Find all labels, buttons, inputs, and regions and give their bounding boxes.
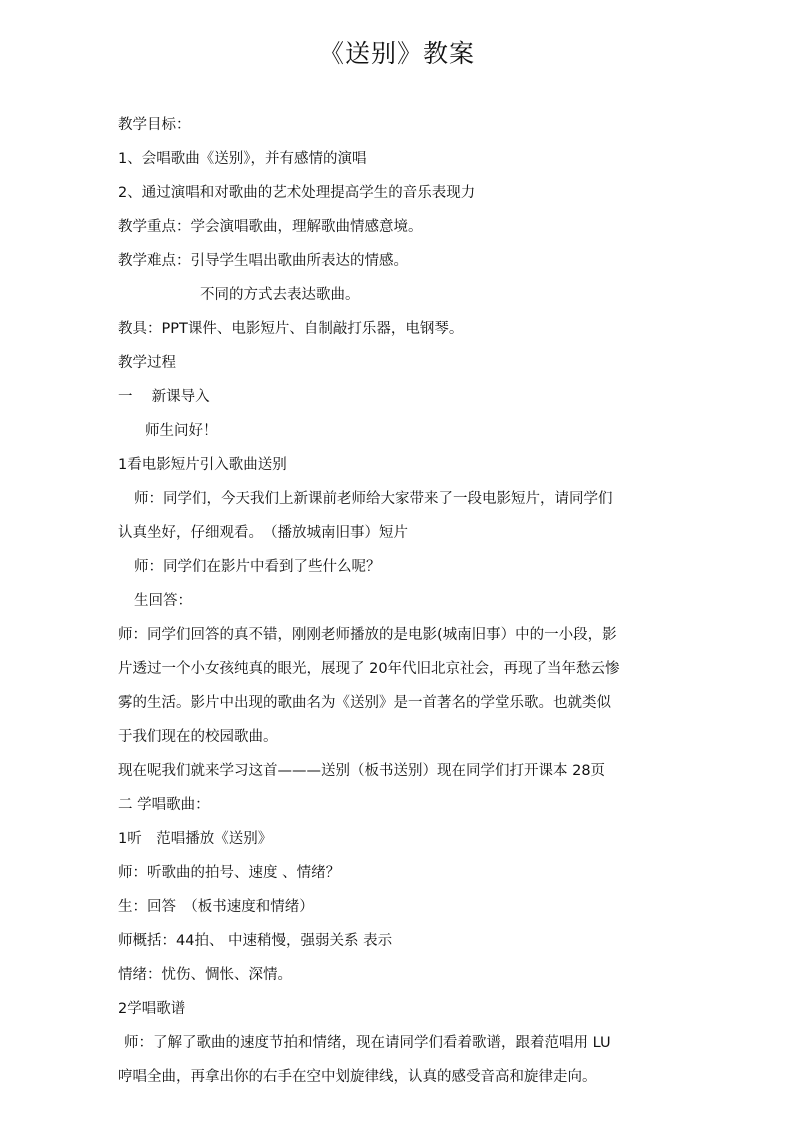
paragraph-line: 师：同学们在影片中看到了些什么呢？ — [134, 559, 381, 575]
heading-process: 教学过程 — [118, 355, 176, 371]
paragraph-line: 师：同学们，今天我们上新课前老师给大家带来了一段电影短片，请同学们 — [134, 491, 613, 507]
paragraph-line: 现在呢我们就来学习这首———送别（板书送别）现在同学们打开课本 28页 — [118, 763, 606, 779]
greeting: 师生问好！ — [145, 423, 218, 439]
heading-objectives: 教学目标： — [118, 117, 191, 133]
paragraph-line: 生回答： — [134, 593, 192, 609]
paragraph-line: 师：听歌曲的拍号、速度 、情绪？ — [118, 865, 341, 881]
teaching-aids: 教具：PPT课件、电影短片、自制敲打乐器，电钢琴。 — [118, 321, 464, 337]
paragraph-line: 情绪：忧伤、惆怅、深情。 — [118, 967, 292, 983]
step-listen: 1听 范唱播放《送别》 — [118, 831, 273, 847]
step-1-heading: 1看电影短片引入歌曲送别 — [118, 457, 287, 473]
objective-2: 2、通过演唱和对歌曲的艺术处理提高学生的音乐表现力 — [118, 185, 476, 201]
objective-1: 1、会唱歌曲《送别》，并有感情的演唱 — [118, 151, 367, 167]
paragraph-line: 片透过一个小女孩纯真的眼光，展现了 20年代旧北京社会，再现了当年愁云惨 — [118, 661, 620, 677]
paragraph-line: 生：回答 （板书速度和情绪） — [118, 899, 314, 915]
key-points: 教学重点：学会演唱歌曲，理解歌曲情感意境。 — [118, 219, 423, 235]
section-2-heading: 二 学唱歌曲： — [118, 797, 210, 813]
paragraph-line: 师：同学们回答的真不错，刚刚老师播放的是电影(城南旧事）中的一小段，影 — [118, 627, 617, 643]
paragraph-line: 哼唱全曲，再拿出你的右手在空中划旋律线，认真的感受音高和旋律走向。 — [118, 1069, 597, 1085]
paragraph-line: 认真坐好，仔细观看。 （播放城南旧事）短片 — [118, 525, 408, 541]
paragraph-line: 雾的生活。影片中出现的歌曲名为《送别》是一首著名的学堂乐歌。也就类似 — [118, 695, 611, 711]
difficult-points: 教学难点：引导学生唱出歌曲所表达的情感。 — [118, 253, 408, 269]
difficult-points-cont: 不同的方式去表达歌曲。 — [200, 287, 360, 303]
paragraph-line: 师：了解了歌曲的速度节拍和情绪，现在请同学们看着歌谱，跟着范唱用 LU — [124, 1035, 611, 1051]
paragraph-line: 于我们现在的校园歌曲。 — [118, 729, 278, 745]
section-1-heading: 一 新课导入 — [118, 389, 210, 405]
page-title: 《送别》教案 — [318, 39, 475, 68]
step-2-heading: 2学唱歌谱 — [118, 1001, 186, 1017]
paragraph-line: 师概括：44拍、 中速稍慢，强弱关系 表示 — [118, 933, 393, 949]
